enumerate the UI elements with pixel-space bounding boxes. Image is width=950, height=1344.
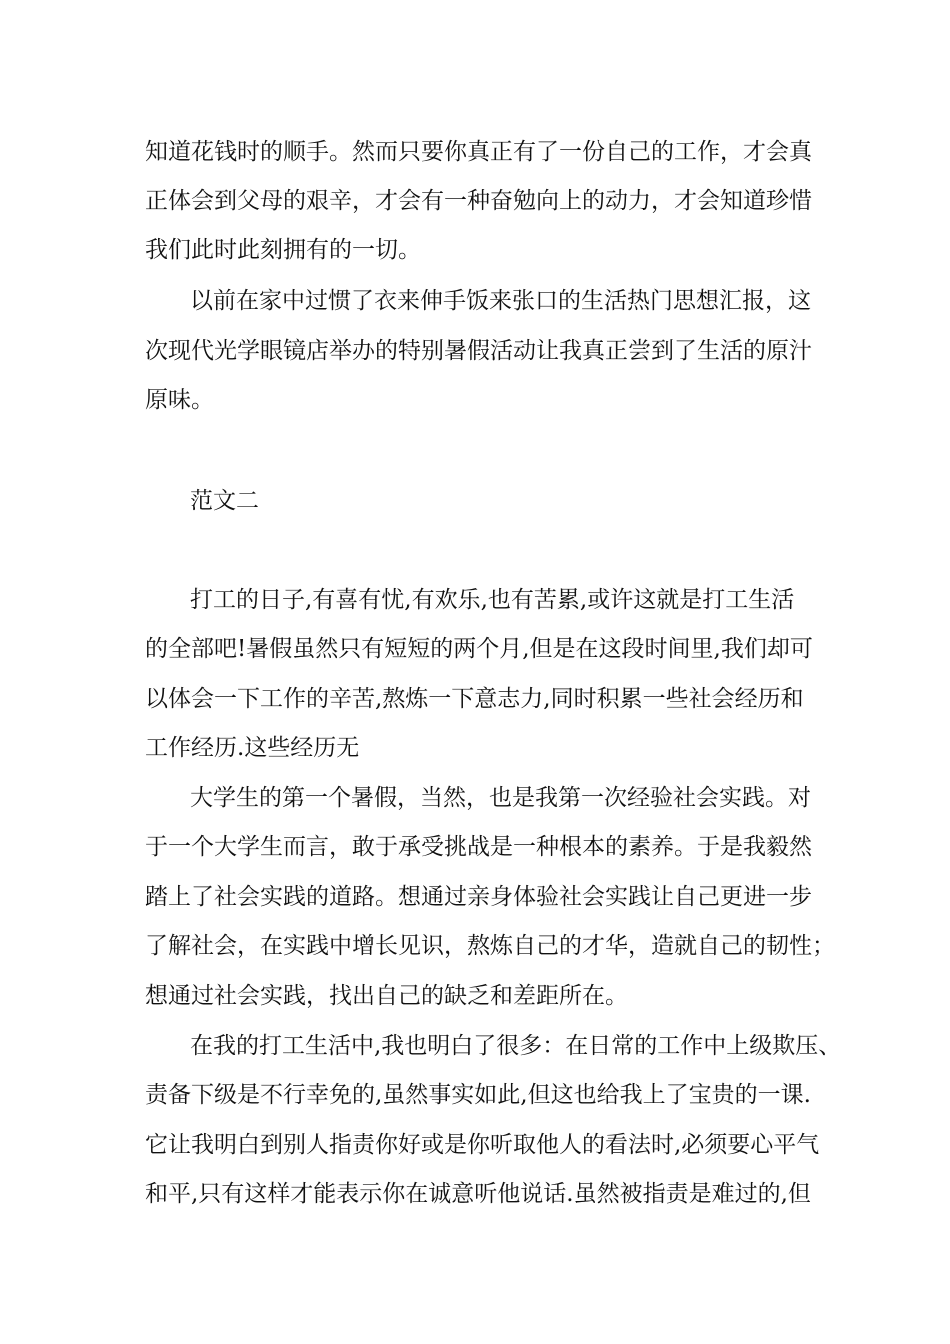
paragraph-3-line-3: 以体会一下工作的辛苦,熬炼一下意志力,同时积累一些社会经历和 [145, 686, 804, 712]
paragraph-4-line-3: 踏上了社会实践的道路。想通过亲身体验社会实践让自己更进一步 [145, 884, 812, 910]
paragraph-5-line-1: 在我的打工生活中,我也明白了很多：在日常的工作中上级欺压、 [190, 1033, 842, 1059]
paragraph-3-line-2: 的全部吧!暑假虽然只有短短的两个月,但是在这段时间里,我们却可 [145, 636, 813, 662]
paragraph-1-line-3: 我们此时此刻拥有的一切。 [145, 237, 421, 263]
paragraph-5-line-2: 责备下级是不行幸免的,虽然事实如此,但这也给我上了宝贵的一课. [145, 1082, 811, 1108]
paragraph-4-line-2: 于一个大学生而言，敢于承受挑战是一种根本的素养。于是我毅然 [145, 834, 812, 860]
paragraph-5-line-3: 它让我明白到别人指责你好或是你听取他人的看法时,必须要心平气 [145, 1132, 820, 1158]
paragraph-1-line-2: 正体会到父母的艰辛，才会有一种奋勉向上的动力，才会知道珍惜 [145, 188, 812, 214]
paragraph-4-line-4: 了解社会，在实践中增长见识，熬炼自己的才华，造就自己的韧性； [145, 933, 835, 959]
paragraph-4-line-5: 想通过社会实践，找出自己的缺乏和差距所在。 [145, 983, 628, 1009]
paragraph-4-line-1: 大学生的第一个暑假，当然，也是我第一次经验社会实践。对 [190, 785, 811, 811]
paragraph-3-line-1: 打工的日子,有喜有忧,有欢乐,也有苦累,或许这就是打工生活 [190, 587, 795, 613]
paragraph-3-line-4: 工作经历.这些经历无 [145, 735, 360, 761]
paragraph-2-line-2: 次现代光学眼镜店举办的特别暑假活动让我真正尝到了生活的原汁 [145, 338, 812, 364]
paragraph-2-line-3: 原味。 [145, 387, 214, 413]
paragraph-5-line-4: 和平,只有这样才能表示你在诚意听他说话.虽然被指责是难过的,但 [145, 1181, 811, 1207]
paragraph-1-line-1: 知道花钱时的顺手。然而只要你真正有了一份自己的工作，才会真 [145, 139, 812, 165]
section-heading: 范文二 [190, 488, 259, 514]
paragraph-2-line-1: 以前在家中过惯了衣来伸手饭来张口的生活热门思想汇报，这 [190, 288, 811, 314]
